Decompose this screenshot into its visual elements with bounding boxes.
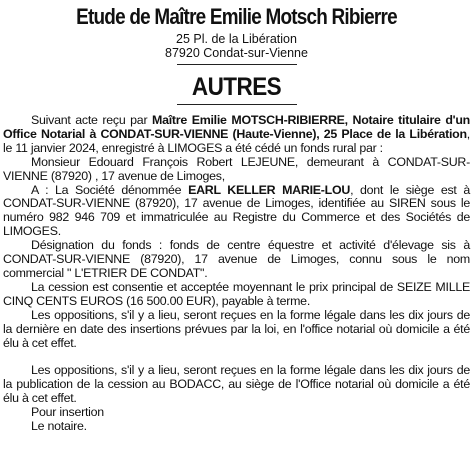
act-intro: Suivant acte reçu par [31, 113, 153, 127]
paragraph-seller: Monsieur Edouard François Robert LEJEUNE, demeurant à CONDAT-SUR-VIENNE (87920) , 17 avenue de Limoges, [3, 154, 470, 183]
buyer-details: , dont le siège est à CONDAT-SUR-VIENNE (87920), 17 avenue de Limoges, identifiée au SIREN sous le numéro 982 946 709 et immatriculée au Registre du Commerce et des Sociétés de LIMOGES. [3, 182, 470, 239]
paragraph-oppositions-1: Les oppositions, s'il y a lieu, seront reçues en la forme légale dans les dix jours de la dernière en date des insertions prévues par la loi, en l'office notarial où domicile a été élu à cet effet. [3, 307, 470, 350]
section-title: AUTRES [191, 73, 282, 101]
notice-header [3, 4, 470, 65]
section-divider [177, 104, 297, 105]
paragraph-designation: Désignation du fonds : fonds de centre équestre et activité d'élevage sis à CONDAT-SUR-VIENNE (87920), 17 avenue de Limoges, connu sous le nom commercial " L'ETRIER DE CONDAT". [3, 238, 470, 280]
address-line-2: 87920 Condat-sur-Vienne [165, 46, 308, 60]
buyer-company: EARL KELLER MARIE-LOU [188, 182, 351, 197]
buyer-intro: A : La Société dénommée [31, 182, 189, 197]
paragraph-act [3, 114, 470, 156]
paragraph-spacer [3, 350, 470, 364]
closing-line-2: Le notaire. [31, 418, 87, 433]
closing-line-1: Pour insertion [31, 405, 104, 420]
header-divider [177, 64, 297, 65]
paragraph-buyer [3, 184, 470, 240]
paragraph-price: La cession est consentie et acceptée moyennant le prix principal de SEIZE MILLE CINQ CENTS EUROS (16 500.00 EUR), payable à terme. [3, 279, 470, 308]
notice-body [3, 114, 470, 434]
address-line-1: 25 Pl. de la Libération [176, 32, 297, 46]
closing [3, 406, 470, 434]
office-name: Etude de Maître Emilie Motsch Ribierre [76, 4, 397, 29]
paragraph-oppositions-2: Les oppositions, s'il y a lieu, seront reçues en la forme légale dans les dix jours de la publication de la cession au BODACC, au siège de l'Office notarial où domicile a été élu à cet effet. [3, 363, 470, 406]
act-details: , le 11 janvier 2024, enregistré à LIMOGES a été cédé un fonds rural par : [3, 126, 470, 155]
notary-name: Maître Emilie MOTSCH-RIBIERRE, Notaire titulaire d'un Office Notarial à CONDAT-SUR-VIENNE (Haute-Vienne), 25 Place de la Libération [3, 113, 470, 141]
